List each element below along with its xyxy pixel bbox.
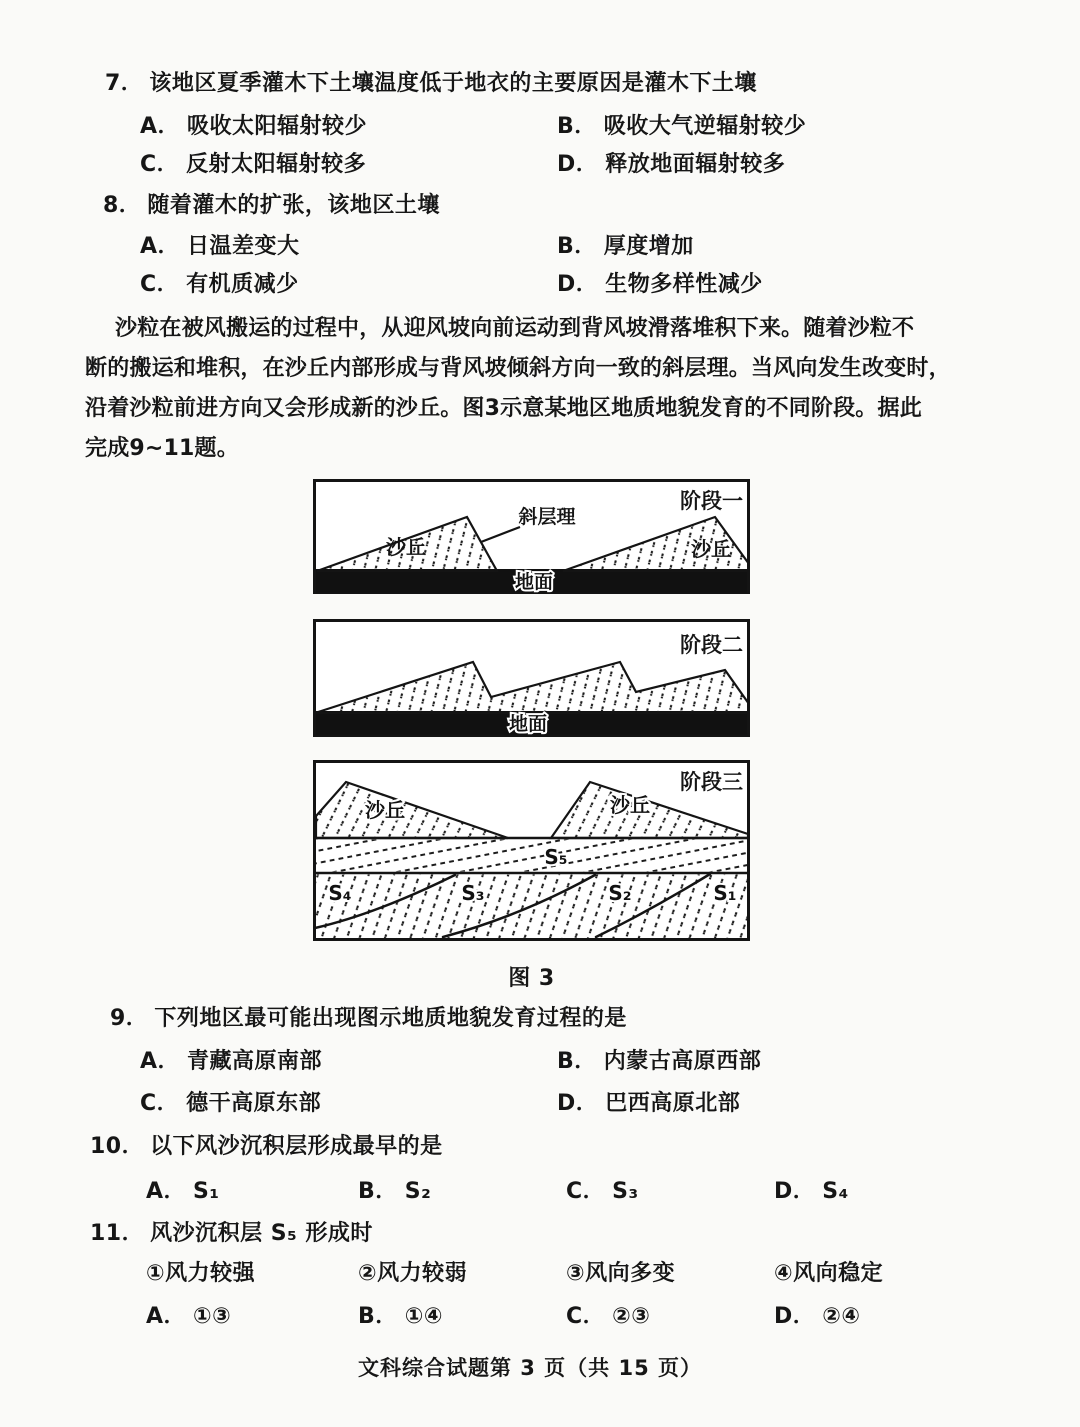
- figure-panel-stage-1: [315, 481, 750, 594]
- layer-s4-label: S₄: [328, 881, 352, 905]
- option-11a: [146, 1299, 231, 1330]
- option-9d-letter: D．: [557, 1091, 599, 1116]
- option-9d: [557, 1086, 740, 1117]
- question-10-text: 以下风沙沉积层形成最早的是: [150, 1134, 443, 1159]
- statement-3: ③风向多变: [566, 1261, 676, 1286]
- option-9b-text: 内蒙古高原西部: [603, 1049, 762, 1074]
- option-8b-letter: B．: [557, 234, 597, 259]
- panel-3-dune-right-label: 沙丘: [610, 793, 650, 817]
- question-7-text: 该地区夏季灌木下土壤温度低于地衣的主要原因是灌木下土壤: [149, 71, 757, 96]
- option-7b: [557, 109, 806, 140]
- passage-line-2: 断的搬运和堆积，在沙丘内部形成与背风坡倾斜方向一致的斜层理。当风向发生改变时，: [85, 356, 951, 381]
- figure-3-caption: 图 3: [508, 966, 555, 991]
- option-11c: [566, 1299, 650, 1330]
- option-10b: [358, 1174, 431, 1205]
- option-8b-text: 厚度增加: [603, 234, 694, 259]
- option-7d: [557, 147, 785, 178]
- option-11b-text: ①④: [404, 1304, 444, 1329]
- option-8b: [557, 229, 694, 260]
- question-9-options-row-2: [140, 1086, 1000, 1114]
- question-11-stem: [90, 1216, 373, 1247]
- layer-s2-label: S₂: [608, 881, 632, 905]
- option-10a-letter: A．: [146, 1179, 187, 1204]
- question-7-stem: [105, 66, 757, 97]
- option-11d-letter: D．: [774, 1304, 816, 1329]
- statement-1: ①风力较强: [146, 1261, 256, 1286]
- option-8d: [557, 267, 763, 298]
- option-9b: [557, 1044, 761, 1075]
- question-7-options-row-2: [140, 147, 1000, 175]
- option-7a: [140, 109, 367, 140]
- question-11-number: 11．: [90, 1221, 145, 1246]
- option-11d-text: ②④: [822, 1304, 861, 1329]
- figure-panel-stage-3: [315, 762, 749, 940]
- option-7c: [140, 147, 366, 178]
- page-footer: 文科综合试题第 3 页（共 15 页）: [357, 1356, 703, 1380]
- cross-bedding-label: 斜层理: [518, 506, 576, 528]
- option-10a: [146, 1174, 220, 1205]
- question-9-options-row-1: [140, 1044, 1000, 1072]
- passage-line-4: 完成9~11题。: [85, 436, 239, 461]
- option-7b-letter: B．: [557, 114, 597, 139]
- option-8c-text: 有机质减少: [186, 272, 299, 297]
- option-9a-text: 青藏高原南部: [187, 1049, 323, 1074]
- option-7d-letter: D．: [557, 152, 599, 177]
- option-9a-letter: A．: [140, 1049, 181, 1074]
- panel-3-stage-label: 阶段三: [680, 770, 743, 794]
- option-7a-text: 吸收太阳辐射较少: [187, 114, 368, 139]
- passage-line-1: 沙粒在被风搬运的过程中，从迎风坡向前运动到背风坡滑落堆积下来。随着沙粒不: [115, 316, 915, 341]
- question-11-text: 风沙沉积层 S₅ 形成时: [150, 1221, 373, 1246]
- panel-1-ground-label: 地面: [514, 571, 554, 593]
- option-7d-text: 释放地面辐射较多: [605, 152, 786, 177]
- question-11-options-row: [146, 1299, 1006, 1327]
- option-8a: [140, 229, 300, 260]
- question-9-text: 下列地区最可能出现图示地质地貌发育过程的是: [154, 1006, 627, 1031]
- question-9-stem: [110, 1001, 627, 1032]
- option-11c-letter: C．: [566, 1304, 606, 1329]
- question-8-number: 8．: [103, 193, 142, 218]
- option-10c-text: S₃: [612, 1179, 639, 1204]
- question-8-options-row-1: [140, 229, 1000, 257]
- option-11b: [358, 1299, 443, 1330]
- statement-4: ④风向稳定: [774, 1261, 884, 1286]
- question-8-stem: [103, 188, 440, 219]
- layer-s5-band: [316, 840, 747, 872]
- option-10d: [774, 1174, 849, 1205]
- option-8a-letter: A．: [140, 234, 181, 259]
- option-10c-letter: C．: [566, 1179, 606, 1204]
- option-7a-letter: A．: [140, 114, 181, 139]
- option-9c-letter: C．: [140, 1091, 180, 1116]
- option-8d-letter: D．: [557, 272, 599, 297]
- panel-3-dune-left-label: 沙丘: [365, 798, 405, 822]
- option-9b-letter: B．: [557, 1049, 597, 1074]
- question-8-options-row-2: [140, 267, 1000, 295]
- option-11c-text: ②③: [612, 1304, 651, 1329]
- option-8a-text: 日温差变大: [187, 234, 300, 259]
- figure-3-diagram: [313, 479, 750, 941]
- question-10-stem: [90, 1129, 443, 1160]
- option-10d-letter: D．: [774, 1179, 816, 1204]
- option-10b-text: S₂: [404, 1179, 432, 1204]
- layer-s1-label: S₁: [713, 881, 737, 905]
- question-10-number: 10．: [90, 1134, 145, 1159]
- option-10b-letter: B．: [358, 1179, 398, 1204]
- question-8-text: 随着灌木的扩张，该地区土壤: [147, 193, 440, 218]
- option-11b-letter: B．: [358, 1304, 398, 1329]
- option-9c-text: 德干高原东部: [186, 1091, 322, 1116]
- option-8d-text: 生物多样性减少: [605, 272, 763, 297]
- option-7c-text: 反射太阳辐射较多: [186, 152, 367, 177]
- statement-2: ②风力较弱: [358, 1261, 468, 1286]
- panel-1-dune-right-label: 沙丘: [691, 537, 731, 561]
- option-7b-text: 吸收大气逆辐射较少: [603, 114, 807, 139]
- layer-s5-label: S₅: [544, 845, 568, 869]
- option-9d-text: 巴西高原北部: [605, 1091, 741, 1116]
- panel-1-dune-left-label: 沙丘: [386, 535, 426, 559]
- question-10-options-row: [146, 1174, 1006, 1202]
- question-9-number: 9．: [110, 1006, 149, 1031]
- panel-2-ground-label: 地面: [508, 713, 548, 735]
- option-10c: [566, 1174, 639, 1205]
- option-8c: [140, 267, 299, 298]
- passage-line-3: 沿着沙粒前进方向又会形成新的沙丘。图3示意某地区地质地貌发育的不同阶段。据此: [85, 396, 922, 421]
- option-8c-letter: C．: [140, 272, 180, 297]
- panel-1-stage-label: 阶段一: [680, 489, 743, 513]
- option-9a: [140, 1044, 322, 1075]
- option-11a-text: ①③: [193, 1304, 232, 1329]
- option-7c-letter: C．: [140, 152, 180, 177]
- question-11-items-row: [146, 1256, 1006, 1284]
- question-7-options-row-1: [140, 109, 1000, 137]
- option-10a-text: S₁: [193, 1179, 220, 1204]
- question-7-number: 7．: [105, 71, 144, 96]
- option-11d: [774, 1299, 861, 1330]
- layer-s3-label: S₃: [461, 881, 485, 905]
- option-11a-letter: A．: [146, 1304, 187, 1329]
- figure-panel-stage-2: [315, 621, 750, 736]
- option-10d-text: S₄: [822, 1179, 849, 1204]
- option-9c: [140, 1086, 321, 1117]
- panel-2-stage-label: 阶段二: [680, 633, 743, 657]
